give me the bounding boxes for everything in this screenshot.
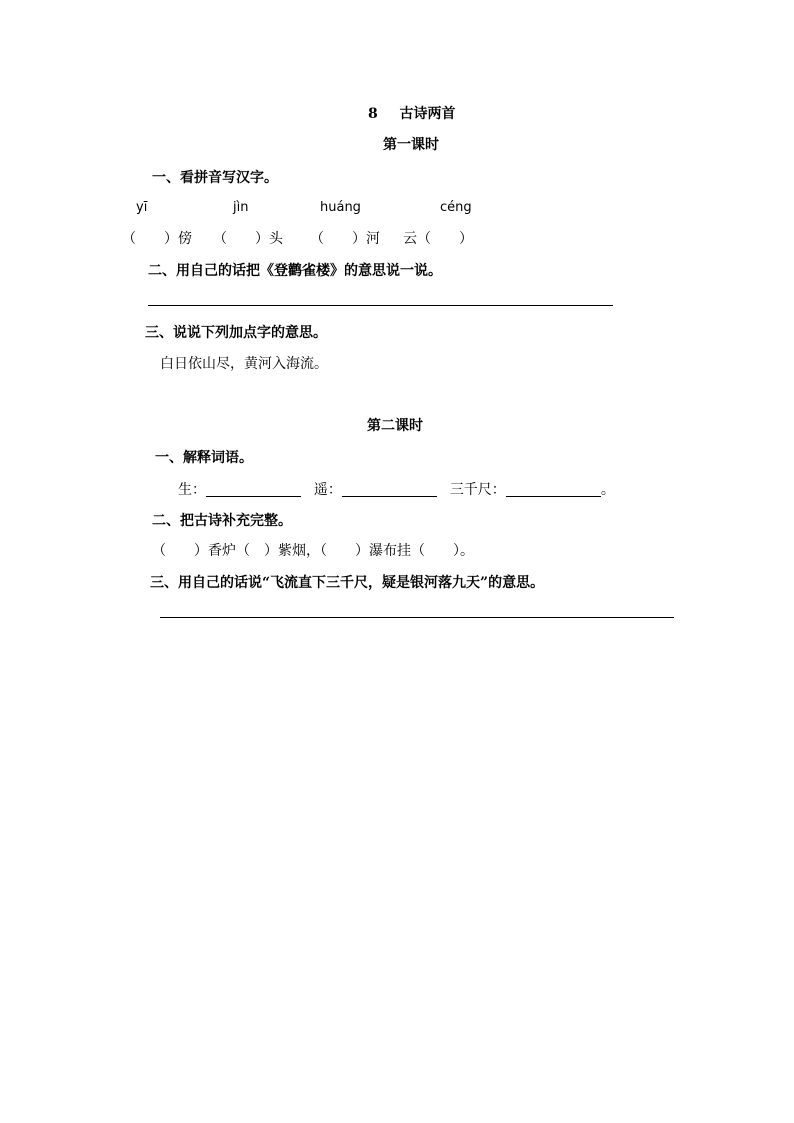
end-mark: 。: [600, 482, 615, 498]
answer-slot-4: 云（ ）: [403, 231, 473, 247]
answer-slot-1: （ ）傍: [122, 231, 192, 247]
pinyin-1: yī: [136, 200, 148, 215]
p2-q2-heading: 二、把古诗补充完整。: [152, 513, 292, 529]
lesson-title: 古诗两首: [399, 106, 456, 122]
term-row: [178, 479, 615, 499]
term-3: 三千尺：: [449, 482, 506, 498]
p2-q1-heading: 一、解释词语。: [155, 450, 253, 466]
term-3-blank: [506, 482, 601, 497]
lesson-number: 8: [368, 106, 378, 122]
term-2: 遥：: [313, 482, 342, 498]
p1-q1-heading: 一、看拼音写汉字。: [152, 170, 278, 186]
term-2-blank: [342, 482, 437, 497]
pinyin-4: céng: [440, 200, 472, 215]
answer-slot-3: （ ）河: [310, 231, 380, 247]
answer-line: [148, 305, 613, 306]
term-1-blank: [206, 482, 301, 497]
answer-line-2: [160, 617, 674, 618]
fill-poem-line: （ ）香炉（ ）紫烟，（ ）瀑布挂（ ）。: [152, 543, 474, 559]
pinyin-2: jìn: [233, 200, 249, 215]
p2-q3-heading: 三、用自己的话说“飞流直下三千尺，疑是银河落九天”的意思。: [150, 575, 545, 591]
poem-line: 白日依山尽，黄河入海流。: [160, 356, 328, 372]
period2-title: 第二课时: [367, 418, 423, 434]
lesson-header: [368, 103, 456, 123]
p1-q2-heading: 二、用自己的话把《登鹳雀楼》的意思说一说。: [148, 263, 442, 279]
pinyin-3: huáng: [320, 200, 361, 215]
term-1: 生：: [178, 482, 206, 498]
p1-q3-heading: 三、说说下列加点字的意思。: [145, 325, 327, 341]
answer-slot-2: （ ）头: [213, 231, 283, 247]
period1-title: 第一课时: [383, 137, 439, 153]
